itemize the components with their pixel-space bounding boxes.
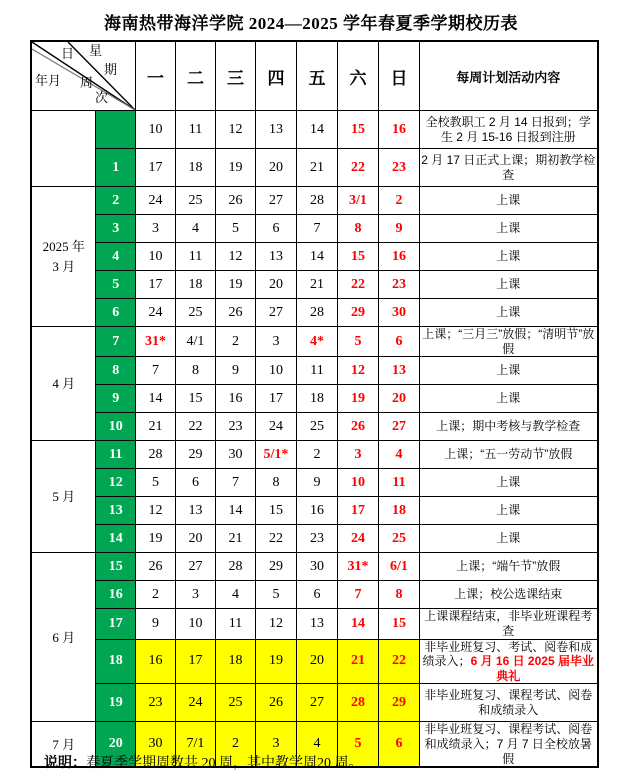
date-cell: 16 bbox=[379, 243, 420, 271]
date-cell: 18 bbox=[379, 497, 420, 525]
day-header-thu: 四 bbox=[256, 41, 297, 111]
date-cell: 11 bbox=[176, 111, 216, 149]
date-cell: 16 bbox=[297, 497, 338, 525]
page-title: 海南热带海洋学院 2024—2025 学年春夏季学期校历表 bbox=[104, 14, 518, 33]
date-cell: 3 bbox=[338, 441, 379, 469]
date-cell: 19 bbox=[216, 271, 256, 299]
week-number-cell bbox=[96, 111, 136, 149]
date-cell: 3 bbox=[256, 722, 297, 767]
date-cell: 25 bbox=[379, 525, 420, 553]
table-row bbox=[31, 684, 598, 722]
activity-cell: 全校教职工 2 月 14 日报到；学生 2 月 15-16 日报到注册 bbox=[420, 111, 598, 149]
corner-label-date: 日 bbox=[61, 46, 75, 61]
month-cell bbox=[31, 111, 96, 187]
week-number-cell: 11 bbox=[96, 441, 136, 469]
date-cell: 30 bbox=[379, 299, 420, 327]
date-cell: 22 bbox=[379, 639, 420, 684]
activity-cell: 非毕业班复习、课程考试、阅卷和成绩录入 bbox=[420, 684, 598, 722]
date-cell: 23 bbox=[379, 271, 420, 299]
date-cell: 9 bbox=[136, 609, 176, 639]
month-cell: 2025 年 3 月 bbox=[31, 187, 96, 327]
date-cell: 12 bbox=[216, 111, 256, 149]
date-cell: 6 bbox=[176, 469, 216, 497]
date-cell: 21 bbox=[136, 413, 176, 441]
date-cell: 16 bbox=[216, 385, 256, 413]
activity-cell: 上课 bbox=[420, 357, 598, 385]
calendar-table bbox=[30, 40, 599, 768]
date-cell: 10 bbox=[256, 357, 297, 385]
date-cell: 26 bbox=[136, 553, 176, 581]
date-cell: 8 bbox=[338, 215, 379, 243]
date-cell: 21 bbox=[216, 525, 256, 553]
date-cell: 8 bbox=[256, 469, 297, 497]
date-cell: 21 bbox=[297, 149, 338, 187]
week-number-cell: 4 bbox=[96, 243, 136, 271]
month-cell: 4 月 bbox=[31, 327, 96, 441]
week-number-cell: 6 bbox=[96, 299, 136, 327]
date-cell: 24 bbox=[136, 187, 176, 215]
table-row bbox=[31, 469, 598, 497]
table-row bbox=[31, 215, 598, 243]
date-cell: 27 bbox=[379, 413, 420, 441]
date-cell: 8 bbox=[379, 581, 420, 609]
date-cell: 18 bbox=[176, 271, 216, 299]
date-cell: 17 bbox=[176, 639, 216, 684]
activity-cell: 上课 bbox=[420, 243, 598, 271]
date-cell: 5 bbox=[338, 327, 379, 357]
date-cell: 11 bbox=[176, 243, 216, 271]
date-cell: 22 bbox=[338, 271, 379, 299]
date-cell: 4 bbox=[176, 215, 216, 243]
week-number-cell: 2 bbox=[96, 187, 136, 215]
date-cell: 6/1 bbox=[379, 553, 420, 581]
date-cell: 27 bbox=[297, 684, 338, 722]
day-header-mon: 一 bbox=[136, 41, 176, 111]
date-cell: 29 bbox=[338, 299, 379, 327]
month-cell: 7 月 bbox=[31, 722, 96, 767]
date-cell: 25 bbox=[216, 684, 256, 722]
note bbox=[44, 752, 363, 772]
date-cell: 20 bbox=[256, 271, 297, 299]
date-cell: 12 bbox=[256, 609, 297, 639]
date-cell: 26 bbox=[338, 413, 379, 441]
date-cell: 4* bbox=[297, 327, 338, 357]
date-cell: 29 bbox=[379, 684, 420, 722]
date-cell: 11 bbox=[297, 357, 338, 385]
date-cell: 11 bbox=[379, 469, 420, 497]
date-cell: 30 bbox=[216, 441, 256, 469]
header-row bbox=[31, 41, 598, 111]
date-cell: 16 bbox=[136, 639, 176, 684]
day-header-sun: 日 bbox=[379, 41, 420, 111]
activity-cell: 上课 bbox=[420, 497, 598, 525]
date-cell: 25 bbox=[176, 299, 216, 327]
activity-cell: 上课；“五一劳动节”放假 bbox=[420, 441, 598, 469]
date-cell: 28 bbox=[338, 684, 379, 722]
date-cell: 21 bbox=[297, 271, 338, 299]
table-row bbox=[31, 413, 598, 441]
date-cell: 15 bbox=[256, 497, 297, 525]
week-number-cell: 3 bbox=[96, 215, 136, 243]
date-cell: 13 bbox=[379, 357, 420, 385]
date-cell: 17 bbox=[256, 385, 297, 413]
date-cell: 23 bbox=[216, 413, 256, 441]
date-cell: 19 bbox=[136, 525, 176, 553]
date-cell: 30 bbox=[297, 553, 338, 581]
date-cell: 13 bbox=[297, 609, 338, 639]
date-cell: 9 bbox=[297, 469, 338, 497]
week-number-cell: 12 bbox=[96, 469, 136, 497]
date-cell: 5 bbox=[216, 215, 256, 243]
date-cell: 22 bbox=[176, 413, 216, 441]
table-row bbox=[31, 243, 598, 271]
week-number-cell: 20 bbox=[96, 722, 136, 767]
date-cell: 8 bbox=[176, 357, 216, 385]
date-cell: 26 bbox=[216, 299, 256, 327]
activity-cell: 上课课程结束，非毕业班课程考查 bbox=[420, 609, 598, 639]
date-cell: 9 bbox=[216, 357, 256, 385]
week-number-cell: 5 bbox=[96, 271, 136, 299]
date-cell: 13 bbox=[256, 243, 297, 271]
activity-cell: 上课；“三月三”放假；“清明节”放假 bbox=[420, 327, 598, 357]
date-cell: 29 bbox=[176, 441, 216, 469]
date-cell: 3 bbox=[176, 581, 216, 609]
date-cell: 3/1 bbox=[338, 187, 379, 215]
week-number-cell: 10 bbox=[96, 413, 136, 441]
note-label: 说明： bbox=[44, 756, 86, 771]
table-row bbox=[31, 149, 598, 187]
date-cell: 7 bbox=[136, 357, 176, 385]
date-cell: 2 bbox=[136, 581, 176, 609]
date-cell: 21 bbox=[338, 639, 379, 684]
table-row bbox=[31, 553, 598, 581]
date-cell: 15 bbox=[338, 243, 379, 271]
day-header-fri: 五 bbox=[297, 41, 338, 111]
table-row bbox=[31, 581, 598, 609]
date-cell: 28 bbox=[136, 441, 176, 469]
date-cell: 18 bbox=[216, 639, 256, 684]
date-cell: 10 bbox=[338, 469, 379, 497]
date-cell: 13 bbox=[256, 111, 297, 149]
week-number-cell: 19 bbox=[96, 684, 136, 722]
corner-label-week-2: 次 bbox=[95, 90, 109, 105]
date-cell: 5 bbox=[136, 469, 176, 497]
week-number-cell: 9 bbox=[96, 385, 136, 413]
activity-cell: 上课；期中考核与教学检查 bbox=[420, 413, 598, 441]
date-cell: 9 bbox=[379, 215, 420, 243]
date-cell: 15 bbox=[338, 111, 379, 149]
month-cell: 6 月 bbox=[31, 553, 96, 722]
activity-cell: 上课 bbox=[420, 215, 598, 243]
date-cell: 12 bbox=[338, 357, 379, 385]
date-cell: 28 bbox=[297, 187, 338, 215]
date-cell: 19 bbox=[338, 385, 379, 413]
activity-cell: 上课；“端午节”放假 bbox=[420, 553, 598, 581]
table-row bbox=[31, 299, 598, 327]
date-cell: 2 bbox=[297, 441, 338, 469]
date-cell: 24 bbox=[338, 525, 379, 553]
date-cell: 19 bbox=[216, 149, 256, 187]
date-cell: 28 bbox=[297, 299, 338, 327]
corner-label-weekday-1: 星 bbox=[89, 43, 103, 58]
activity-cell: 上课 bbox=[420, 385, 598, 413]
activity-cell: 上课 bbox=[420, 299, 598, 327]
date-cell: 16 bbox=[379, 111, 420, 149]
table-row bbox=[31, 609, 598, 639]
date-cell: 31* bbox=[338, 553, 379, 581]
date-cell: 23 bbox=[379, 149, 420, 187]
date-cell: 4/1 bbox=[176, 327, 216, 357]
date-cell: 14 bbox=[136, 385, 176, 413]
corner-label-week-1: 周 bbox=[80, 75, 94, 90]
table-row bbox=[31, 497, 598, 525]
date-cell: 15 bbox=[176, 385, 216, 413]
date-cell: 31* bbox=[136, 327, 176, 357]
day-header-tue: 二 bbox=[176, 41, 216, 111]
date-cell: 20 bbox=[256, 149, 297, 187]
date-cell: 20 bbox=[379, 385, 420, 413]
date-cell: 4 bbox=[297, 722, 338, 767]
date-cell: 3 bbox=[136, 215, 176, 243]
table-row bbox=[31, 327, 598, 357]
date-cell: 25 bbox=[297, 413, 338, 441]
activity-cell: 上课 bbox=[420, 271, 598, 299]
date-cell: 17 bbox=[136, 149, 176, 187]
corner-label-yearmonth: 年月 bbox=[35, 73, 62, 88]
week-number-cell: 18 bbox=[96, 639, 136, 684]
activity-cell: 上课；校公选课结束 bbox=[420, 581, 598, 609]
week-number-cell: 8 bbox=[96, 357, 136, 385]
date-cell: 14 bbox=[297, 243, 338, 271]
date-cell: 18 bbox=[176, 149, 216, 187]
date-cell: 17 bbox=[338, 497, 379, 525]
day-header-wed: 三 bbox=[216, 41, 256, 111]
table-row bbox=[31, 357, 598, 385]
date-cell: 6 bbox=[256, 215, 297, 243]
date-cell: 2 bbox=[216, 327, 256, 357]
date-cell: 25 bbox=[176, 187, 216, 215]
date-cell: 10 bbox=[136, 243, 176, 271]
date-cell: 6 bbox=[297, 581, 338, 609]
date-cell: 6 bbox=[379, 722, 420, 767]
activity-cell: 非毕业班复习、考试、阅卷和成绩录入；6 月 16 日 2025 届毕业典礼 bbox=[420, 639, 598, 684]
activity-cell: 上课 bbox=[420, 187, 598, 215]
date-cell: 12 bbox=[216, 243, 256, 271]
week-number-cell: 14 bbox=[96, 525, 136, 553]
activity-cell: 上课 bbox=[420, 469, 598, 497]
date-cell: 10 bbox=[176, 609, 216, 639]
activity-cell: 2 月 17 日正式上课；期初教学检查 bbox=[420, 149, 598, 187]
date-cell: 22 bbox=[338, 149, 379, 187]
date-cell: 26 bbox=[256, 684, 297, 722]
date-cell: 6 bbox=[379, 327, 420, 357]
activity-cell: 非毕业班复习、课程考试、阅卷和成绩录入；7 月 7 日全校放暑假 bbox=[420, 722, 598, 767]
date-cell: 30 bbox=[136, 722, 176, 767]
table-row bbox=[31, 385, 598, 413]
week-number-cell: 15 bbox=[96, 553, 136, 581]
corner-cell bbox=[31, 41, 136, 111]
date-cell: 17 bbox=[136, 271, 176, 299]
date-cell: 7 bbox=[338, 581, 379, 609]
table-row bbox=[31, 187, 598, 215]
month-cell: 5 月 bbox=[31, 441, 96, 553]
date-cell: 26 bbox=[216, 187, 256, 215]
date-cell: 5 bbox=[256, 581, 297, 609]
week-number-cell: 16 bbox=[96, 581, 136, 609]
date-cell: 4 bbox=[379, 441, 420, 469]
date-cell: 7 bbox=[216, 469, 256, 497]
week-number-cell: 17 bbox=[96, 609, 136, 639]
activity-header: 每周计划活动内容 bbox=[420, 41, 598, 111]
date-cell: 19 bbox=[256, 639, 297, 684]
date-cell: 7/1 bbox=[176, 722, 216, 767]
date-cell: 15 bbox=[379, 609, 420, 639]
date-cell: 18 bbox=[297, 385, 338, 413]
date-cell: 28 bbox=[216, 553, 256, 581]
table-row bbox=[31, 271, 598, 299]
date-cell: 23 bbox=[136, 684, 176, 722]
activity-cell: 上课 bbox=[420, 525, 598, 553]
table-row bbox=[31, 441, 598, 469]
table-row bbox=[31, 639, 598, 684]
date-cell: 2 bbox=[379, 187, 420, 215]
date-cell: 12 bbox=[136, 497, 176, 525]
date-cell: 23 bbox=[297, 525, 338, 553]
week-number-cell: 1 bbox=[96, 149, 136, 187]
date-cell: 24 bbox=[256, 413, 297, 441]
table-row bbox=[31, 111, 598, 149]
date-cell: 5/1* bbox=[256, 441, 297, 469]
date-cell: 29 bbox=[256, 553, 297, 581]
date-cell: 14 bbox=[297, 111, 338, 149]
date-cell: 14 bbox=[216, 497, 256, 525]
date-cell: 11 bbox=[216, 609, 256, 639]
date-cell: 20 bbox=[297, 639, 338, 684]
date-cell: 5 bbox=[338, 722, 379, 767]
date-cell: 10 bbox=[136, 111, 176, 149]
date-cell: 13 bbox=[176, 497, 216, 525]
date-cell: 27 bbox=[256, 187, 297, 215]
week-number-cell: 13 bbox=[96, 497, 136, 525]
week-number-cell: 7 bbox=[96, 327, 136, 357]
day-header-sat: 六 bbox=[338, 41, 379, 111]
date-cell: 22 bbox=[256, 525, 297, 553]
date-cell: 14 bbox=[338, 609, 379, 639]
date-cell: 7 bbox=[297, 215, 338, 243]
date-cell: 4 bbox=[216, 581, 256, 609]
date-cell: 3 bbox=[256, 327, 297, 357]
corner-label-weekday-2: 期 bbox=[104, 62, 118, 77]
date-cell: 24 bbox=[176, 684, 216, 722]
table-row bbox=[31, 525, 598, 553]
date-cell: 24 bbox=[136, 299, 176, 327]
date-cell: 27 bbox=[176, 553, 216, 581]
date-cell: 2 bbox=[216, 722, 256, 767]
date-cell: 20 bbox=[176, 525, 216, 553]
note-text: 春夏季学期周数共 20 周，其中教学周20 周。 bbox=[86, 756, 363, 771]
date-cell: 27 bbox=[256, 299, 297, 327]
